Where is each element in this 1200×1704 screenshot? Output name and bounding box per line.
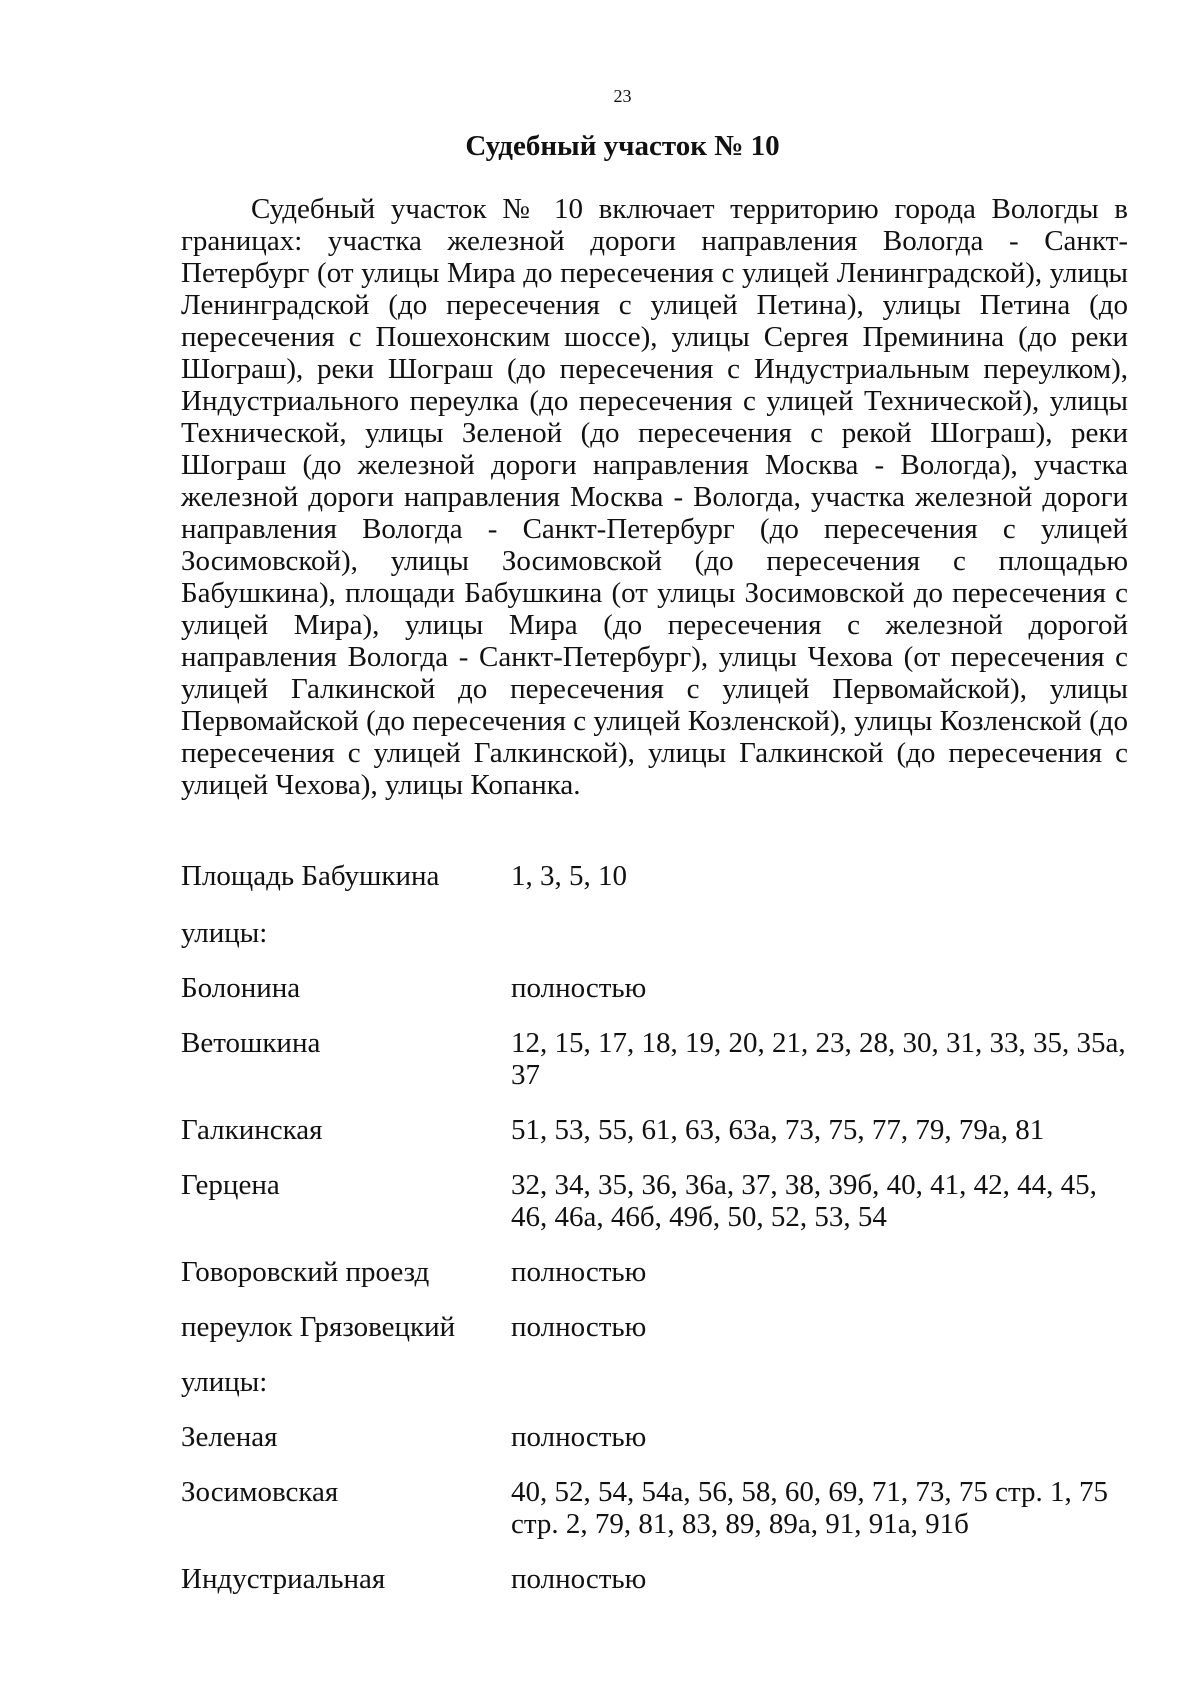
listing-row bbox=[181, 1311, 1128, 1343]
listing-row bbox=[181, 1366, 1128, 1398]
street-name: Зосимовская bbox=[181, 1476, 339, 1508]
listing-row bbox=[181, 1027, 1128, 1091]
listing-row bbox=[181, 1256, 1128, 1288]
street-name: Герцена bbox=[181, 1169, 280, 1201]
house-numbers: полностью bbox=[511, 1563, 647, 1595]
street-name: Площадь Бабушкина bbox=[181, 860, 440, 892]
house-numbers: полностью bbox=[511, 1421, 647, 1453]
house-numbers: 32, 34, 35, 36, 36а, 37, 38, 39б, 40, 41, 42, 44, 45, 46, 46а, 46б, 49б, 50, 52, 53, 54 bbox=[511, 1169, 1097, 1233]
listing-row bbox=[181, 917, 1128, 949]
intro-paragraph: Судебный участок № 10 включает территорию города Вологды в границах: участка железной дороги направления Вологда - Санкт-Петербург (от улицы Мира до пересечения с улицей Ленинградской), улицы Ленинградской (до пересечения с улицей Петина), улицы Петина (до пересечения с Пошехонским шоссе), улицы Сергея Преминина (до реки Шограш), реки Шограш (до пересечения с Индустриальным переулком), Индустриального переулка (до пересечения с улицей Технической), улицы Технической, улицы Зеленой (до пересечения с рекой Шограш), реки Шограш (до железной дороги направления Москва - Вологда), участка железной дороги направления Москва - Вологда, участка железной дороги направления Вологда - Санкт-Петербург (до пересечения с улицей Зосимовской), улицы Зосимовской (до пересечения с площадью Бабушкина), площади Бабушкина (от улицы Зосимовской до пересечения с улицей Мира), улицы Мира (до пересечения с железной дорогой направления Вологда - Санкт-Петербург), улицы Чехова (от пересечения с улицей Галкинской до пересечения с улицей Первомайской), улицы Первомайской (до пересечения с улицей Козленской), улицы Козленской (до пересечения с улицей Галкинской), улицы Галкинской (до пересечения с улицей Чехова), улицы Копанка. bbox=[181, 193, 1128, 801]
listing-row bbox=[181, 1169, 1128, 1233]
street-name: Зеленая bbox=[181, 1421, 278, 1453]
listing-row bbox=[181, 1563, 1128, 1595]
address-listing bbox=[181, 860, 1128, 1595]
street-name: Говоровский проезд bbox=[181, 1256, 430, 1288]
listing-row bbox=[181, 860, 1128, 892]
street-name: Ветошкина bbox=[181, 1027, 321, 1059]
section-label: улицы: bbox=[181, 1366, 268, 1398]
page-number: 23 bbox=[613, 86, 632, 106]
street-name: переулок Грязовецкий bbox=[181, 1311, 456, 1343]
listing-row bbox=[181, 1114, 1128, 1146]
section-label: улицы: bbox=[181, 917, 268, 949]
house-numbers: 40, 52, 54, 54а, 56, 58, 60, 69, 71, 73, 75 стр. 1, 75 стр. 2, 79, 81, 83, 89, 89а, 91, 91а, 91б bbox=[511, 1476, 1109, 1540]
street-name: Индустриальная bbox=[181, 1563, 386, 1595]
listing-row bbox=[181, 1476, 1128, 1540]
listing-row bbox=[181, 972, 1128, 1004]
listing-row bbox=[181, 1421, 1128, 1453]
house-numbers: полностью bbox=[511, 972, 647, 1004]
house-numbers: 51, 53, 55, 61, 63, 63а, 73, 75, 77, 79, 79а, 81 bbox=[511, 1114, 1045, 1146]
house-numbers: 1, 3, 5, 10 bbox=[511, 860, 627, 892]
page-title: Судебный участок № 10 bbox=[465, 130, 780, 162]
house-numbers: полностью bbox=[511, 1311, 647, 1343]
house-numbers: 12, 15, 17, 18, 19, 20, 21, 23, 28, 30, 31, 33, 35, 35а, 37 bbox=[511, 1027, 1126, 1091]
street-name: Болонина bbox=[181, 972, 301, 1004]
house-numbers: полностью bbox=[511, 1256, 647, 1288]
street-name: Галкинская bbox=[181, 1114, 323, 1146]
